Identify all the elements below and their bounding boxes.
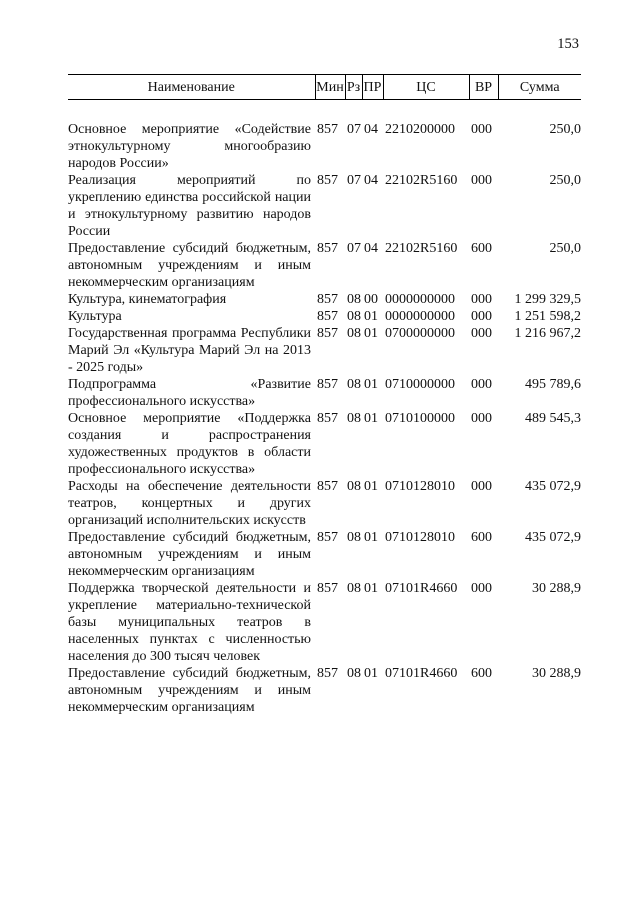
table-row: [68, 121, 581, 172]
row-cs: 2210200000: [385, 122, 455, 137]
row-sum: 250,0: [549, 241, 581, 256]
row-sum: 250,0: [549, 173, 581, 188]
row-name: Поддержка творческой деятельности и укрепление материально-технической базы муниципальных театров в населенных пунктах с численностью населения до 300 тысяч человек: [68, 581, 311, 664]
row-pr: 04: [364, 122, 378, 137]
table-row: [68, 410, 581, 478]
row-cs: 0700000000: [385, 326, 455, 341]
row-name: Реализация мероприятий по укреплению единства российской нации и этнокультурному развитию народов России: [68, 173, 311, 239]
row-sum: 250,0: [549, 122, 581, 137]
row-pr: 01: [364, 530, 378, 545]
row-min: 857: [317, 666, 338, 681]
row-rz: 08: [347, 377, 361, 392]
row-sum: 435 072,9: [525, 479, 581, 494]
table-row: [68, 478, 581, 529]
row-vr: 000: [471, 309, 492, 324]
header-pr: ПР: [362, 75, 383, 100]
row-sum: 1 216 967,2: [514, 326, 581, 341]
row-vr: 000: [471, 326, 492, 341]
row-name: Предоставление субсидий бюджетным, автономным учреждениям и иным некоммерческим организациям: [68, 666, 311, 715]
row-cs: 07101R4660: [385, 581, 458, 596]
table-row: [68, 172, 581, 240]
row-vr: 000: [471, 479, 492, 494]
row-pr: 04: [364, 241, 378, 256]
row-pr: 01: [364, 377, 378, 392]
table-body: [68, 100, 581, 717]
row-pr: 00: [364, 292, 378, 307]
table-row: [68, 291, 581, 308]
table-row: [68, 665, 581, 716]
row-rz: 08: [347, 411, 361, 426]
table-header: [68, 75, 581, 100]
row-sum: 30 288,9: [532, 581, 581, 596]
row-sum: 489 545,3: [525, 411, 581, 426]
row-cs: 22102R5160: [385, 173, 458, 188]
budget-table: [68, 74, 581, 716]
row-name: Культура: [68, 309, 122, 324]
row-pr: 01: [364, 326, 378, 341]
row-pr: 01: [364, 581, 378, 596]
row-min: 857: [317, 581, 338, 596]
row-vr: 600: [471, 666, 492, 681]
row-name: Расходы на обеспечение деятельности театров, концертных и других организаций исполнительских искусств: [68, 479, 311, 528]
row-pr: 01: [364, 479, 378, 494]
table-row: [68, 529, 581, 580]
header-sum: Сумма: [498, 75, 581, 100]
row-pr: 01: [364, 309, 378, 324]
row-min: 857: [317, 241, 338, 256]
row-vr: 000: [471, 377, 492, 392]
header-vr: ВР: [469, 75, 498, 100]
row-pr: 01: [364, 666, 378, 681]
row-min: 857: [317, 292, 338, 307]
row-rz: 08: [347, 479, 361, 494]
row-vr: 000: [471, 122, 492, 137]
row-name: Основное мероприятие «Содействие этнокультурному многообразию народов России»: [68, 122, 311, 171]
table-row: [68, 376, 581, 410]
row-vr: 000: [471, 581, 492, 596]
header-rz: Рз: [345, 75, 362, 100]
table-row: [68, 325, 581, 376]
row-vr: 600: [471, 241, 492, 256]
row-rz: 08: [347, 309, 361, 324]
row-min: 857: [317, 530, 338, 545]
row-rz: 07: [347, 122, 361, 137]
row-sum: 1 299 329,5: [514, 292, 581, 307]
row-name: Подпрограмма «Развитие профессионального искусства»: [68, 377, 311, 409]
row-cs: 22102R5160: [385, 241, 458, 256]
row-vr: 000: [471, 173, 492, 188]
row-min: 857: [317, 173, 338, 188]
row-rz: 07: [347, 173, 361, 188]
table-row: [68, 308, 581, 325]
row-min: 857: [317, 309, 338, 324]
row-min: 857: [317, 122, 338, 137]
table-row: [68, 240, 581, 291]
row-rz: 08: [347, 581, 361, 596]
header-cs: ЦС: [383, 75, 469, 100]
row-cs: 0000000000: [385, 292, 455, 307]
row-cs: 0710128010: [385, 530, 455, 545]
header-min: Мин: [315, 75, 345, 100]
row-cs: 0000000000: [385, 309, 455, 324]
row-vr: 600: [471, 530, 492, 545]
row-rz: 08: [347, 530, 361, 545]
row-vr: 000: [471, 411, 492, 426]
row-sum: 1 251 598,2: [514, 309, 581, 324]
row-name: Государственная программа Республики Марий Эл «Культура Марий Эл на 2013 - 2025 годы»: [68, 326, 311, 375]
row-rz: 08: [347, 292, 361, 307]
row-pr: 01: [364, 411, 378, 426]
row-name: Предоставление субсидий бюджетным, автономным учреждениям и иным некоммерческим организациям: [68, 241, 311, 290]
row-sum: 30 288,9: [532, 666, 581, 681]
page-number: 153: [557, 36, 579, 52]
row-pr: 04: [364, 173, 378, 188]
row-name: Основное мероприятие «Поддержка создания и распространения художественных продуктов в области профессионального искусства»: [68, 411, 311, 477]
row-cs: 0710100000: [385, 411, 455, 426]
row-rz: 07: [347, 241, 361, 256]
row-name: Предоставление субсидий бюджетным, автономным учреждениям и иным некоммерческим организациям: [68, 530, 311, 579]
row-rz: 08: [347, 666, 361, 681]
header-name: Наименование: [68, 75, 315, 100]
row-min: 857: [317, 326, 338, 341]
row-cs: 0710128010: [385, 479, 455, 494]
row-vr: 000: [471, 292, 492, 307]
row-min: 857: [317, 411, 338, 426]
row-sum: 495 789,6: [525, 377, 581, 392]
row-cs: 0710000000: [385, 377, 455, 392]
row-min: 857: [317, 479, 338, 494]
row-name: Культура, кинематография: [68, 292, 227, 307]
table-row: [68, 580, 581, 665]
row-min: 857: [317, 377, 338, 392]
row-sum: 435 072,9: [525, 530, 581, 545]
row-rz: 08: [347, 326, 361, 341]
row-cs: 07101R4660: [385, 666, 458, 681]
